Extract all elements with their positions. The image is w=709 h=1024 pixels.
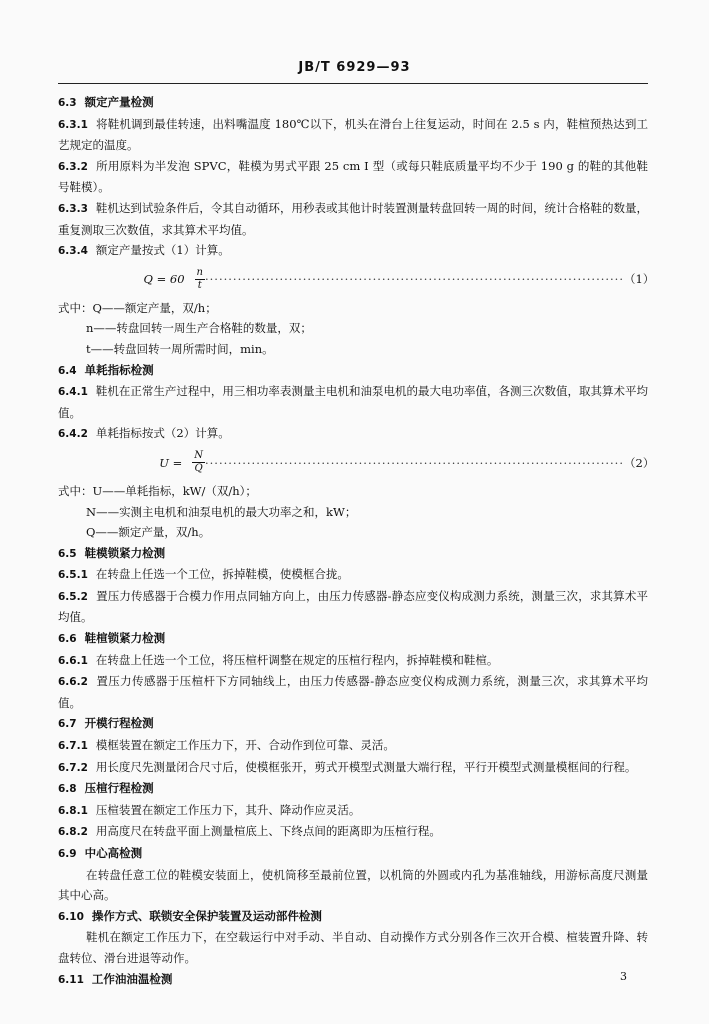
formula-lhs: Q = 60 <box>143 272 185 287</box>
section-heading: 6.9 中心高检测 <box>58 846 143 860</box>
clause: 6.5.2 置压力传感器于合模力作用点同轴方向上，由压力传感器-静态应变仪构成测力系统，测量三次，求其算术平均值。 <box>58 588 648 625</box>
document-body <box>58 92 655 990</box>
paragraph: 鞋机在额定工作压力下，在空载运行中对手动、半自动、自动操作方式分别各作三次开合模、楦装置升降、转盘转位、滑台进退等动作。 <box>58 930 648 965</box>
formula-number: （1） <box>624 272 655 287</box>
fraction <box>195 267 205 292</box>
where-line: 式中：U——单耗指标，kW/（双/h）； <box>58 483 257 498</box>
where-line: n——转盘回转一周生产合格鞋的数量，双； <box>86 321 312 336</box>
clause: 6.7.1 模框装置在额定工作压力下，开、合动作到位可靠、灵活。 <box>58 738 395 753</box>
clause: 6.6.1 在转盘上任选一个工位，将压楦杆调整在规定的压楦行程内，拆掉鞋模和鞋楦。 <box>58 652 499 667</box>
where-line: Q——额定产量，双/h。 <box>86 525 211 540</box>
formula-lhs: U = <box>159 455 183 470</box>
section-heading: 6.6 鞋楦锁紧力检测 <box>58 631 166 646</box>
fraction <box>192 450 205 475</box>
section-heading: 6.10 操作方式、联锁安全保护装置及运动部件检测 <box>58 908 322 923</box>
clause: 6.4.2 单耗指标按式（2）计算。 <box>58 426 230 441</box>
leader-dots: ·························································································· <box>205 272 624 287</box>
page-number: 3 <box>620 970 627 983</box>
clause: 6.3.4 额定产量按式（1）计算。 <box>58 243 230 258</box>
clause: 6.8.2 用高度尺在转盘平面上测量楦底上、下终点间的距离即为压楦行程。 <box>58 824 441 839</box>
leader-dots: ·························································································· <box>205 455 624 470</box>
standard-number-header: JB/T 6929—93 <box>298 60 411 75</box>
section-heading: 6.7 开模行程检测 <box>58 716 154 731</box>
clause: 6.5.1 在转盘上任选一个工位，拆掉鞋模，使模框合拢。 <box>58 567 349 582</box>
numerator: n <box>196 267 203 279</box>
clause: 6.8.1 压楦装置在额定工作压力下，其升、降动作应灵活。 <box>58 802 361 817</box>
where-line: 式中：Q——额定产量，双/h； <box>58 300 217 315</box>
section-heading: 6.11 工作油油温检测 <box>58 971 173 986</box>
denominator: t <box>197 280 202 292</box>
header-rule <box>58 83 648 84</box>
formula-2 <box>58 445 655 481</box>
section-heading: 6.3 额定产量检测 <box>58 95 154 109</box>
paragraph: 在转盘任意工位的鞋模安装面上，使机筒移至最前位置，以机筒的外圆或内孔为基准轴线，用游标高度尺测量其中心高。 <box>58 867 648 903</box>
numerator: N <box>194 450 203 462</box>
where-line: N——实测主电机和油泵电机的最大功率之和，kW； <box>86 504 357 519</box>
clause: 6.4.1 鞋机在正常生产过程中，用三相功率表测量主电机和油泵电机的最大电功率值，各测三次数值，取其算术平均值。 <box>58 384 648 420</box>
clause: 6.7.2 用长度尺先测量闭合尺寸后，使模框张开，剪式开模型式测量大端行程，平行开模型式测量模框间的行程。 <box>58 759 637 774</box>
clause: 6.3.2 所用原料为半发泡 SPVC，鞋模为男式平跟 25 cm Ⅰ 型（或每只鞋底质量平均不少于 190 g 的鞋的其他鞋号鞋模）。 <box>58 158 648 195</box>
formula-number: （2） <box>624 455 655 470</box>
clause: 6.6.2 置压力传感器于压楦杆下方同轴线上，由压力传感器-静态应变仪构成测力系统，测量三次，求其算术平均值。 <box>58 674 648 710</box>
where-line: t——转盘回转一周所需时间，min。 <box>86 341 274 356</box>
clause: 6.3.3 鞋机达到试验条件后，令其自动循环，用秒表或其他计时装置测量转盘回转一周的时间，统计合格鞋的数量，重复测取三次数值，求其算术平均值。 <box>58 200 648 237</box>
denominator: Q <box>194 463 203 475</box>
section-heading: 6.8 压楦行程检测 <box>58 781 154 796</box>
formula-1 <box>58 262 655 298</box>
clause: 6.3.1 将鞋机调到最佳转速，出料嘴温度 180℃以下，机头在滑台上往复运动，时间在 2.5 s 内，鞋楦预热达到工艺规定的温度。 <box>58 116 648 153</box>
section-heading: 6.4 单耗指标检测 <box>58 362 154 377</box>
section-heading: 6.5 鞋模锁紧力检测 <box>58 545 166 560</box>
